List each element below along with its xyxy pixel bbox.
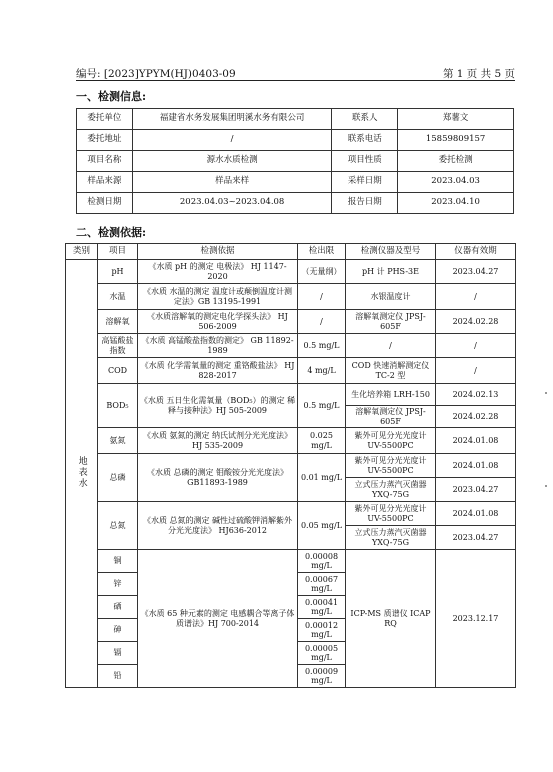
table-row [66,260,516,284]
item-cell: 硒 [98,596,138,619]
table-row [77,130,514,151]
instrument-cell: 立式压力蒸汽灭菌器 YXQ-75G [346,526,436,550]
table-row [77,172,514,193]
basis-cell: 《水质 氨氮的测定 纳氏试剂分光光度法》 HJ 535-2009 [138,428,298,454]
client-label: 委托单位 [77,109,133,130]
validity-cell: 2023.12.17 [436,550,516,688]
validity-cell: 2023.04.27 [436,260,516,284]
col-instrument: 检测仪器及型号 [346,244,436,260]
item-cell: 高锰酸盐指数 [98,334,138,358]
validity-cell: 2024.01.08 [436,454,516,478]
margin-mark [545,392,547,394]
validity-cell: 2024.02.28 [436,406,516,428]
info-table [76,108,514,214]
validity-cell: / [436,284,516,310]
instrument-cell: 溶解氧测定仪 JPSJ-605F [346,406,436,428]
item-cell: 锌 [98,573,138,596]
instrument-cell: 水银温度计 [346,284,436,310]
basis-cell: 《水质 pH 的测定 电极法》 HJ 1147-2020 [138,260,298,284]
basis-cell: 《水质 总磷的测定 钼酸铵分光光度法》 GB11893-1989 [138,454,298,502]
limit-cell: 0.00041 mg/L [298,596,346,619]
table-row [66,334,516,358]
item-cell: 砷 [98,619,138,642]
item-cell: 总氮 [98,502,138,550]
item-cell: 溶解氧 [98,310,138,334]
report-number: 编号: [2023]YPYM(HJ)0403-09 [76,68,236,80]
limit-cell: 0.025 mg/L [298,428,346,454]
nature-label: 项目性质 [332,151,398,172]
validity-cell: 2023.04.27 [436,526,516,550]
test-date-value: 2023.04.03~2023.04.08 [132,193,332,214]
item-cell: pH [98,260,138,284]
col-item: 项目 [98,244,138,260]
instrument-cell: 紫外可见分光光度计 UV-5500PC [346,428,436,454]
limit-cell: 0.5 mg/L [298,384,346,428]
item-cell: 总磷 [98,454,138,502]
item-cell: 氨氮 [98,428,138,454]
project-label: 项目名称 [77,151,133,172]
project-value: 源水水质检测 [132,151,332,172]
instrument-cell: 立式压力蒸汽灭菌器 YXQ-75G [346,478,436,502]
table-row [66,284,516,310]
source-value: 样品来样 [132,172,332,193]
validity-cell: 2024.01.08 [436,502,516,526]
phone-value: 15859809157 [398,130,514,151]
item-cell: 水温 [98,284,138,310]
page-header [76,66,515,81]
item-cell: COD [98,358,138,384]
category-cell [66,260,98,688]
table-row [77,151,514,172]
limit-cell: / [298,284,346,310]
report-date-label: 报告日期 [332,193,398,214]
limit-cell: （无量纲） [298,260,346,284]
table-header-row [66,244,516,260]
limit-cell: 0.00012 mg/L [298,619,346,642]
limit-cell: 0.5 mg/L [298,334,346,358]
phone-label: 联系电话 [332,130,398,151]
basis-cell: 《水质 总氮的测定 碱性过硫酸钾消解紫外分光光度法》 HJ636-2012 [138,502,298,550]
col-basis: 检测依据 [138,244,298,260]
basis-cell: 《水质 65 种元素的测定 电感耦合等离子体质谱法》HJ 700-2014 [138,550,298,688]
limit-cell: 0.01 mg/L [298,454,346,502]
basis-cell: 《水质溶解氧的测定电化学探头法》 HJ 506-2009 [138,310,298,334]
sampling-value: 2023.04.03 [398,172,514,193]
item-cell: 镉 [98,642,138,665]
validity-cell: 2024.02.13 [436,384,516,406]
instrument-cell: 生化培养箱 LRH-150 [346,384,436,406]
limit-cell: 0.00005 mg/L [298,642,346,665]
item-cell: 铅 [98,665,138,688]
category-label: 地表水 [76,455,87,489]
basis-cell: 《水质 高锰酸盐指数的测定》 GB 11892-1989 [138,334,298,358]
validity-cell: 2023.04.27 [436,478,516,502]
nature-value: 委托检测 [398,151,514,172]
basis-cell: 《水质 五日生化需氧量（BOD₅）的测定 稀释与接种法》HJ 505-2009 [138,384,298,428]
table-row [66,310,516,334]
limit-cell: / [298,310,346,334]
client-value: 福建省水务发展集团明溪水务有限公司 [132,109,332,130]
basis-cell: 《水质 水温的测定 温度计或颠倒温度计测定法》GB 13195-1991 [138,284,298,310]
item-cell: 铜 [98,550,138,573]
instrument-cell: COD 快速消解测定仪 TC-2 型 [346,358,436,384]
margin-mark [545,485,547,487]
report-date-value: 2023.04.10 [398,193,514,214]
page-number: 第 1 页 共 5 页 [442,68,515,80]
validity-cell: 2024.02.28 [436,310,516,334]
basis-table [65,243,516,688]
col-validity: 仪器有效期 [436,244,516,260]
test-date-label: 检测日期 [77,193,133,214]
table-row [66,550,516,573]
basis-cell: 《水质 化学需氧量的测定 重铬酸盐法》 HJ 828-2017 [138,358,298,384]
table-row [66,358,516,384]
section-title-info: 一、检测信息: [76,90,147,103]
item-cell: BOD₅ [98,384,138,428]
address-value: / [132,130,332,151]
table-row [77,109,514,130]
instrument-cell: pH 计 PHS-3E [346,260,436,284]
table-row [66,428,516,454]
source-label: 样品来源 [77,172,133,193]
limit-cell: 0.00008 mg/L [298,550,346,573]
col-limit: 检出限 [298,244,346,260]
limit-cell: 0.05 mg/L [298,502,346,550]
section-title-basis: 二、检测依据: [76,226,147,239]
sampling-label: 采样日期 [332,172,398,193]
table-row [66,502,516,526]
instrument-cell: ICP-MS 质谱仪 ICAP RQ [346,550,436,688]
validity-cell: / [436,358,516,384]
table-row [66,384,516,406]
limit-cell: 4 mg/L [298,358,346,384]
instrument-cell: / [346,334,436,358]
col-category: 类别 [66,244,98,260]
address-label: 委托地址 [77,130,133,151]
instrument-cell: 紫外可见分光光度计 UV-5500PC [346,502,436,526]
validity-cell: / [436,334,516,358]
instrument-cell: 溶解氧测定仪 JPSJ-605F [346,310,436,334]
table-row [66,454,516,478]
contact-label: 联系人 [332,109,398,130]
contact-value: 郑薯文 [398,109,514,130]
instrument-cell: 紫外可见分光光度计 UV-5500PC [346,454,436,478]
table-row [77,193,514,214]
limit-cell: 0.00067 mg/L [298,573,346,596]
limit-cell: 0.00009 mg/L [298,665,346,688]
validity-cell: 2024.01.08 [436,428,516,454]
